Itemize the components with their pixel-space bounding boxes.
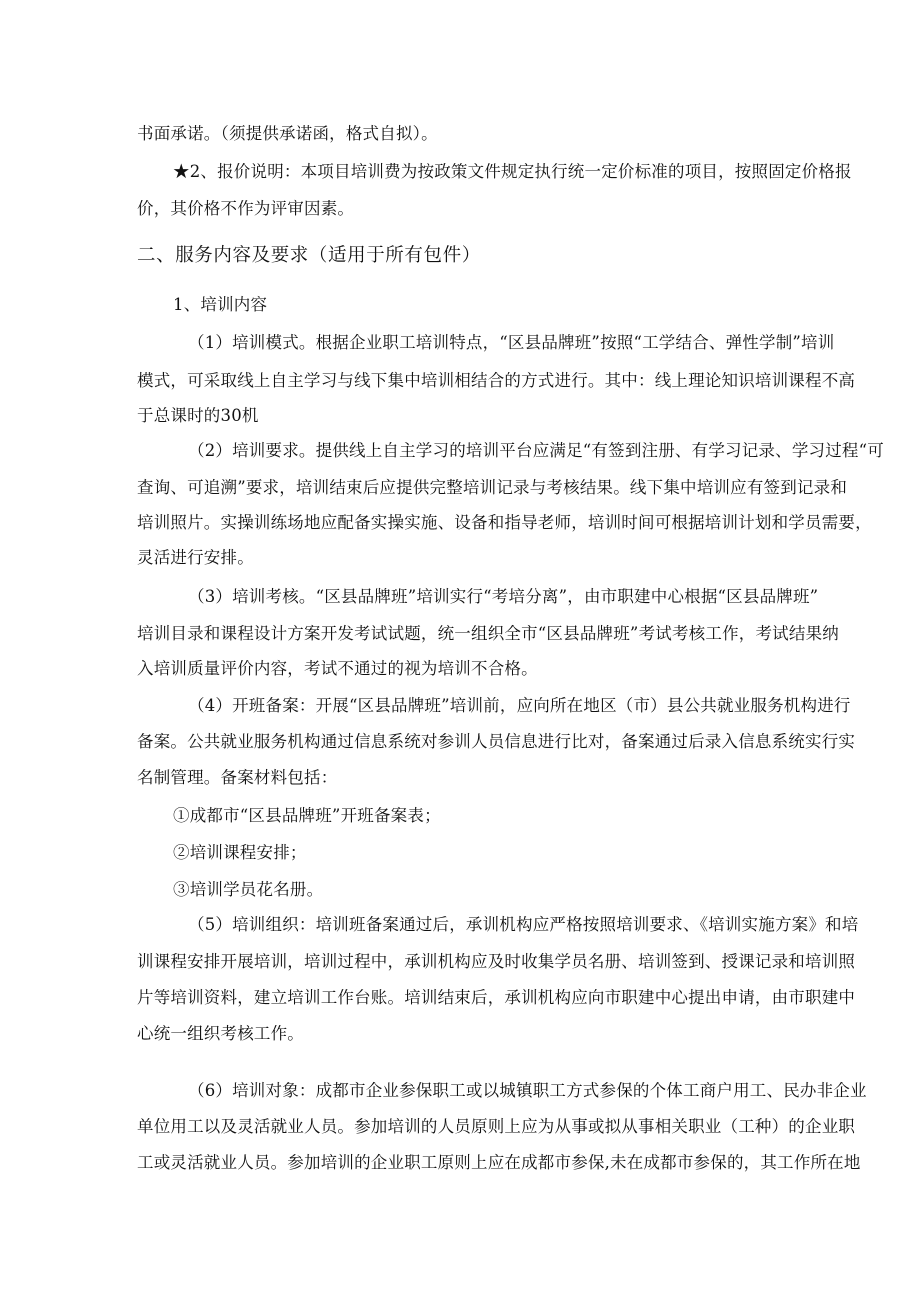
text-line: （3）培训考核。“区县品牌班”培训实行“考培分离”，由市职建中心根据“区县品牌班” <box>188 587 819 606</box>
text-line: ★2、报价说明：本项目培训费为按政策文件规定执行统一定价标准的项目，按照固定价格报 <box>173 162 852 181</box>
text-line: 书面承诺。（须提供承诺函，格式自拟）。 <box>137 124 438 143</box>
text-line: （1）培训模式。根据企业职工培训特点，“区县品牌班”按照“工学结合、弹性学制”培训 <box>188 333 835 352</box>
text-line: 培训照片。实操训练场地应配备实操实施、设备和指导老师，培训时间可根据培训计划和学员需要， <box>137 513 872 532</box>
text-line: 单位用工以及灵活就业人员。参加培训的人员原则上应为从事或拟从事相关职业（工种）的企业职 <box>137 1117 856 1136</box>
text-line: 灵活进行安排。 <box>137 548 254 567</box>
text-line: 备案。公共就业服务机构通过信息系统对参训人员信息进行比对，备案通过后录入信息系统实行实 <box>137 732 856 751</box>
text-line: 价，其价格不作为评审因素。 <box>137 199 355 218</box>
text-line: （5）培训组织：培训班备案通过后，承训机构应严格按照培训要求、《培训实施方案》和培 <box>188 915 859 934</box>
text-line: 心统一组织考核工作。 <box>137 1024 304 1043</box>
text-line: 查询、可追溯”要求，培训结束后应提供完整培训记录与考核结果。线下集中培训应有签到记录和 <box>137 478 848 497</box>
list-item: ①成都市“区县品牌班”开班备案表； <box>173 806 441 825</box>
text-line: 模式，可采取线上自主学习与线下集中培训相结合的方式进行。其中：线上理论知识培训课程不高 <box>137 371 856 390</box>
text-line: （2）培训要求。提供线上自主学习的培训平台应满足“有签到注册、有学习记录、学习过程“可 <box>188 441 884 460</box>
section-heading: 二、服务内容及要求（适用于所有包件） <box>137 245 481 266</box>
subsection-heading: 1、培训内容 <box>173 295 268 314</box>
list-item: ②培训课程安排； <box>173 843 307 862</box>
text-line: 名制管理。备案材料包括： <box>137 768 338 787</box>
text-line: 片等培训资料，建立培训工作台账。培训结束后，承训机构应向市职建中心提出申请，由市职建中 <box>137 988 856 1007</box>
text-line: 入培训质量评价内容，考试不通过的视为培训不合格。 <box>137 659 538 678</box>
list-item: ③培训学员花名册。 <box>173 880 324 899</box>
text-line: 培训目录和课程设计方案开发考试试题，统一组织全市“区县品牌班”考试考核工作，考试结果纳 <box>137 624 839 643</box>
text-line: 训课程安排开展培训，培训过程中，承训机构应及时收集学员名册、培训签到、授课记录和培训照 <box>137 952 856 971</box>
text-line: 工或灵活就业人员。参加培训的企业职工原则上应在成都市参保,未在成都市参保的，其工作所在地 <box>137 1153 861 1172</box>
text-line: （6）培训对象：成都市企业参保职工或以城镇职工方式参保的个体工商户用工、民办非企业 <box>188 1081 867 1100</box>
text-line: 于总课时的30机 <box>137 406 259 425</box>
text-line: （4）开班备案：开展“区县品牌班”培训前，应向所在地区（市）县公共就业服务机构进行 <box>188 696 851 715</box>
